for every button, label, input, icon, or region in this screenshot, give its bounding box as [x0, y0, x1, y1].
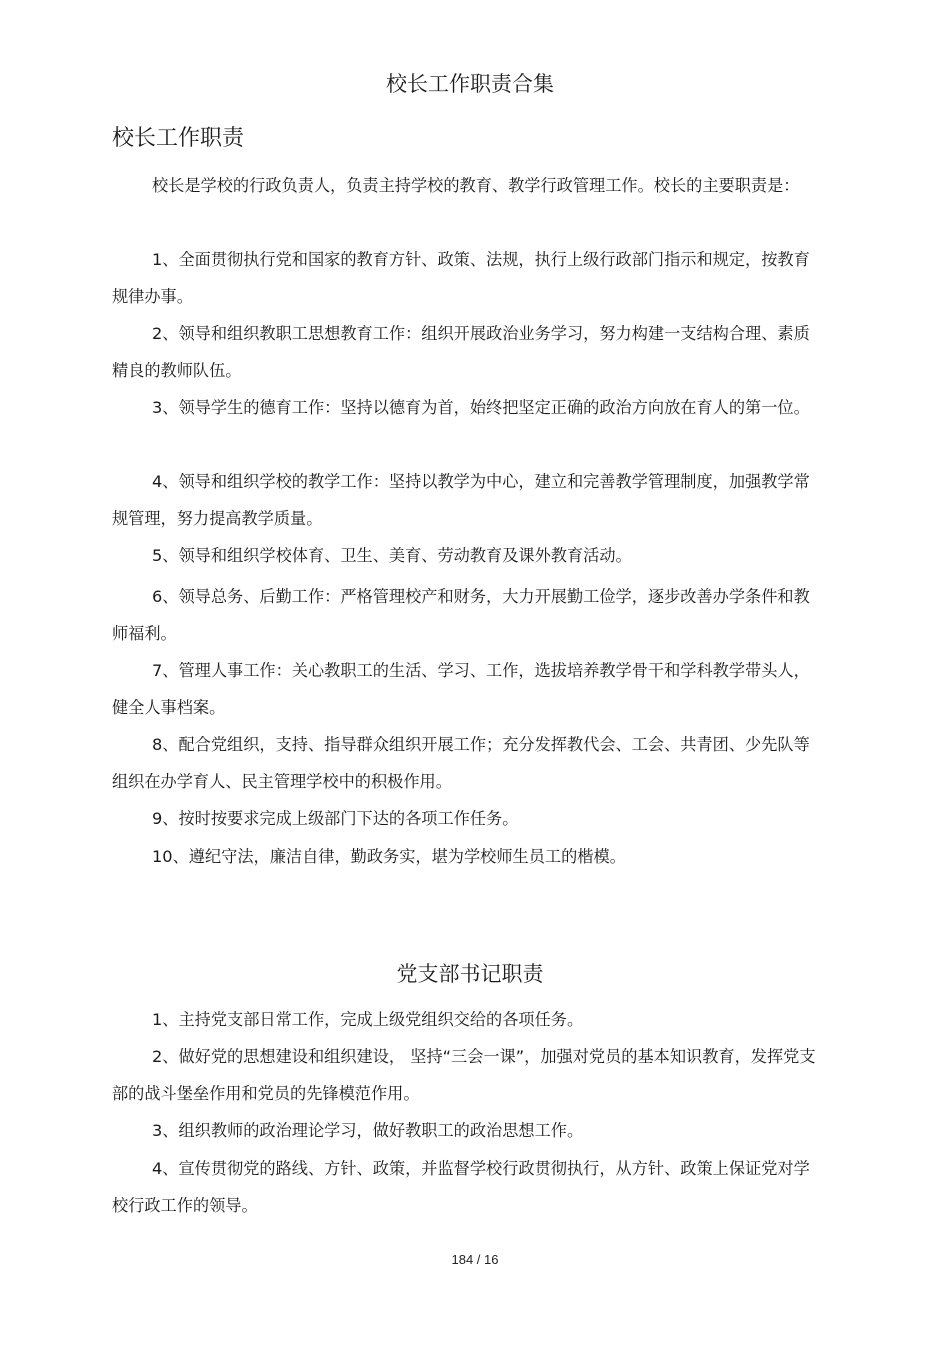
section1-item-10: 10、遵纪守法，廉洁自律，勤政务实，堪为学校师生员工的楷模。 [152, 847, 626, 866]
section-heading-principal: 校长工作职责 [112, 126, 245, 151]
section2-item-3: 3、组织教师的政治理论学习，做好教职工的政治思想工作。 [152, 1121, 584, 1140]
section-heading-party-secretary: 党支部书记职责 [396, 962, 544, 986]
section2-item-2: 2、做好党的思想建设和组织建设， 坚持“三会一课”，加强对党员的基本知识教育，发挥党支部的战斗堡垒作用和党员的先锋模范作用。 [112, 1047, 816, 1103]
section1-item-5: 5、领导和组织学校体育、卫生、美育、劳动教育及课外教育活动。 [152, 546, 632, 565]
section1-item-3: 3、领导学生的德育工作：坚持以德育为首，始终把坚定正确的政治方向放在育人的第一位。 [152, 398, 810, 417]
section1-item-8: 8、配合党组织，支持、指导群众组织开展工作；充分发挥教代会、工会、共青团、少先队等组织在办学育人、民主管理学校中的积极作用。 [112, 735, 810, 791]
section1-item-4: 4、领导和组织学校的教学工作：坚持以教学为中心，建立和完善教学管理制度，加强教学常规管理，努力提高教学质量。 [112, 472, 810, 528]
section1-item-1: 1、全面贯彻执行党和国家的教育方针、政策、法规，执行上级行政部门指示和规定，按教育规律办事。 [112, 250, 810, 306]
section2-item-1: 1、主持党支部日常工作，完成上级党组织交给的各项任务。 [152, 1010, 584, 1029]
section1-item-2: 2、领导和组织教职工思想教育工作：组织开展政治业务学习，努力构建一支结构合理、素质精良的教师队伍。 [112, 324, 810, 380]
page-number: 184 / 16 [451, 1252, 499, 1267]
document-title: 校长工作职责合集 [386, 72, 554, 96]
section1-item-6: 6、领导总务、后勤工作：严格管理校产和财务，大力开展勤工俭学，逐步改善办学条件和教师福利。 [112, 587, 810, 643]
section1-item-9: 9、按时按要求完成上级部门下达的各项工作任务。 [152, 809, 519, 828]
section2-item-4: 4、宣传贯彻党的路线、方针、政策，并监督学校行政贯彻执行，从方针、政策上保证党对学校行政工作的领导。 [112, 1159, 810, 1215]
section1-intro: 校长是学校的行政负责人，负责主持学校的教育、教学行政管理工作。校长的主要职责是： [152, 176, 800, 195]
section1-item-7: 7、管理人事工作：关心教职工的生活、学习、工作，选拔培养教学骨干和学科教学带头人，健全人事档案。 [112, 661, 810, 717]
